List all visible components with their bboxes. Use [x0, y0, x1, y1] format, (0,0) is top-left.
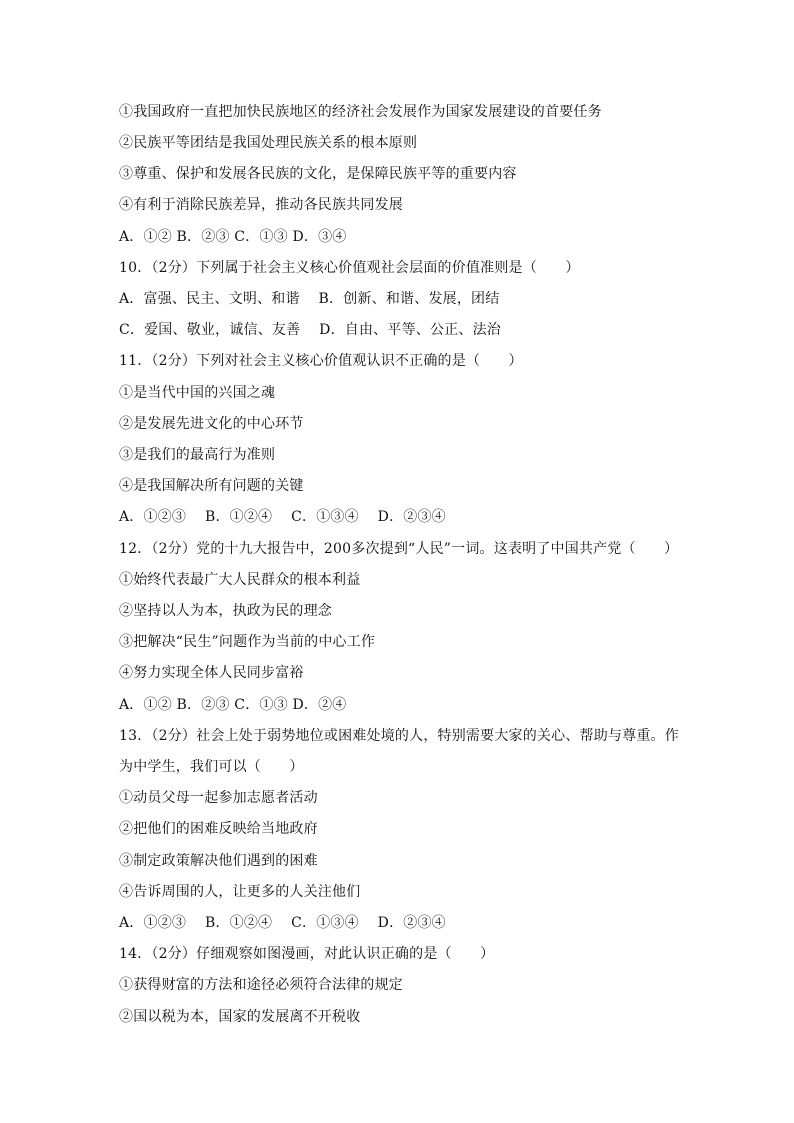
text-line: ①我国政府一直把加快民族地区的经济社会发展作为国家发展建设的首要任务	[119, 104, 602, 120]
answer-options: A．①②③ B．①②④ C．①③④ D．②③④	[119, 509, 446, 525]
text-line: ④努力实现全体人民同步富裕	[119, 665, 304, 681]
answer-options: A．①② B．②③ C．①③ D．②④	[119, 697, 347, 713]
question-10: 10．（2分）下列属于社会主义核心价值观社会层面的价值准则是（ ）	[119, 260, 580, 276]
text-line: ③把解决“民生”问题作为当前的中心工作	[119, 634, 376, 650]
text-line: ①动员父母一起参加志愿者活动	[119, 790, 318, 806]
text-line: ②是发展先进文化的中心环节	[119, 416, 304, 432]
text-line: ④是我国解决所有问题的关键	[119, 478, 304, 494]
text-line: ②民族平等团结是我国处理民族关系的根本原则	[119, 135, 418, 151]
text-line: ①是当代中国的兴国之魂	[119, 385, 276, 401]
text-line: ③尊重、保护和发展各民族的文化，是保障民族平等的重要内容	[119, 166, 517, 182]
text-line: 为中学生，我们可以（ ）	[119, 759, 304, 775]
question-11: 11．（2分）下列对社会主义核心价值观认识不正确的是（ ）	[119, 353, 523, 369]
text-line: ④告诉周围的人，让更多的人关注他们	[119, 884, 361, 900]
question-13: 13．（2分）社会上处于弱势地位或困难处境的人，特别需要大家的关心、帮助与尊重。作	[119, 728, 679, 744]
text-line: ①始终代表最广大人民群众的根本利益	[119, 572, 361, 588]
answer-options: A．①②③ B．①②④ C．①③④ D．②③④	[119, 915, 446, 931]
text-line: ③制定政策解决他们遇到的困难	[119, 853, 318, 869]
text-line: ①获得财富的方法和途径必须符合法律的规定	[119, 977, 403, 993]
text-line: ②坚持以人为本，执政为民的理念	[119, 603, 332, 619]
text-line: ④有利于消除民族差异，推动各民族共同发展	[119, 197, 403, 213]
answer-options: C．爱国、敬业，诚信、友善 D．自由、平等、公正、法治	[119, 322, 501, 338]
text-line: ③是我们的最高行为准则	[119, 447, 276, 463]
question-14: 14．（2分）仔细观察如图漫画，对此认识正确的是（ ）	[119, 946, 495, 962]
question-12: 12．（2分）党的十九大报告中，200多次提到“人民”一词。这表明了中国共产党（ ）	[119, 541, 679, 557]
answer-options: A．①② B．②③ C．①③ D．③④	[119, 229, 347, 245]
answer-options: A．富强、民主、文明、和谐 B．创新、和谐、发展，团结	[119, 291, 500, 307]
text-line: ②国以税为本，国家的发展离不开税收	[119, 1009, 361, 1025]
text-line: ②把他们的困难反映给当地政府	[119, 821, 318, 837]
